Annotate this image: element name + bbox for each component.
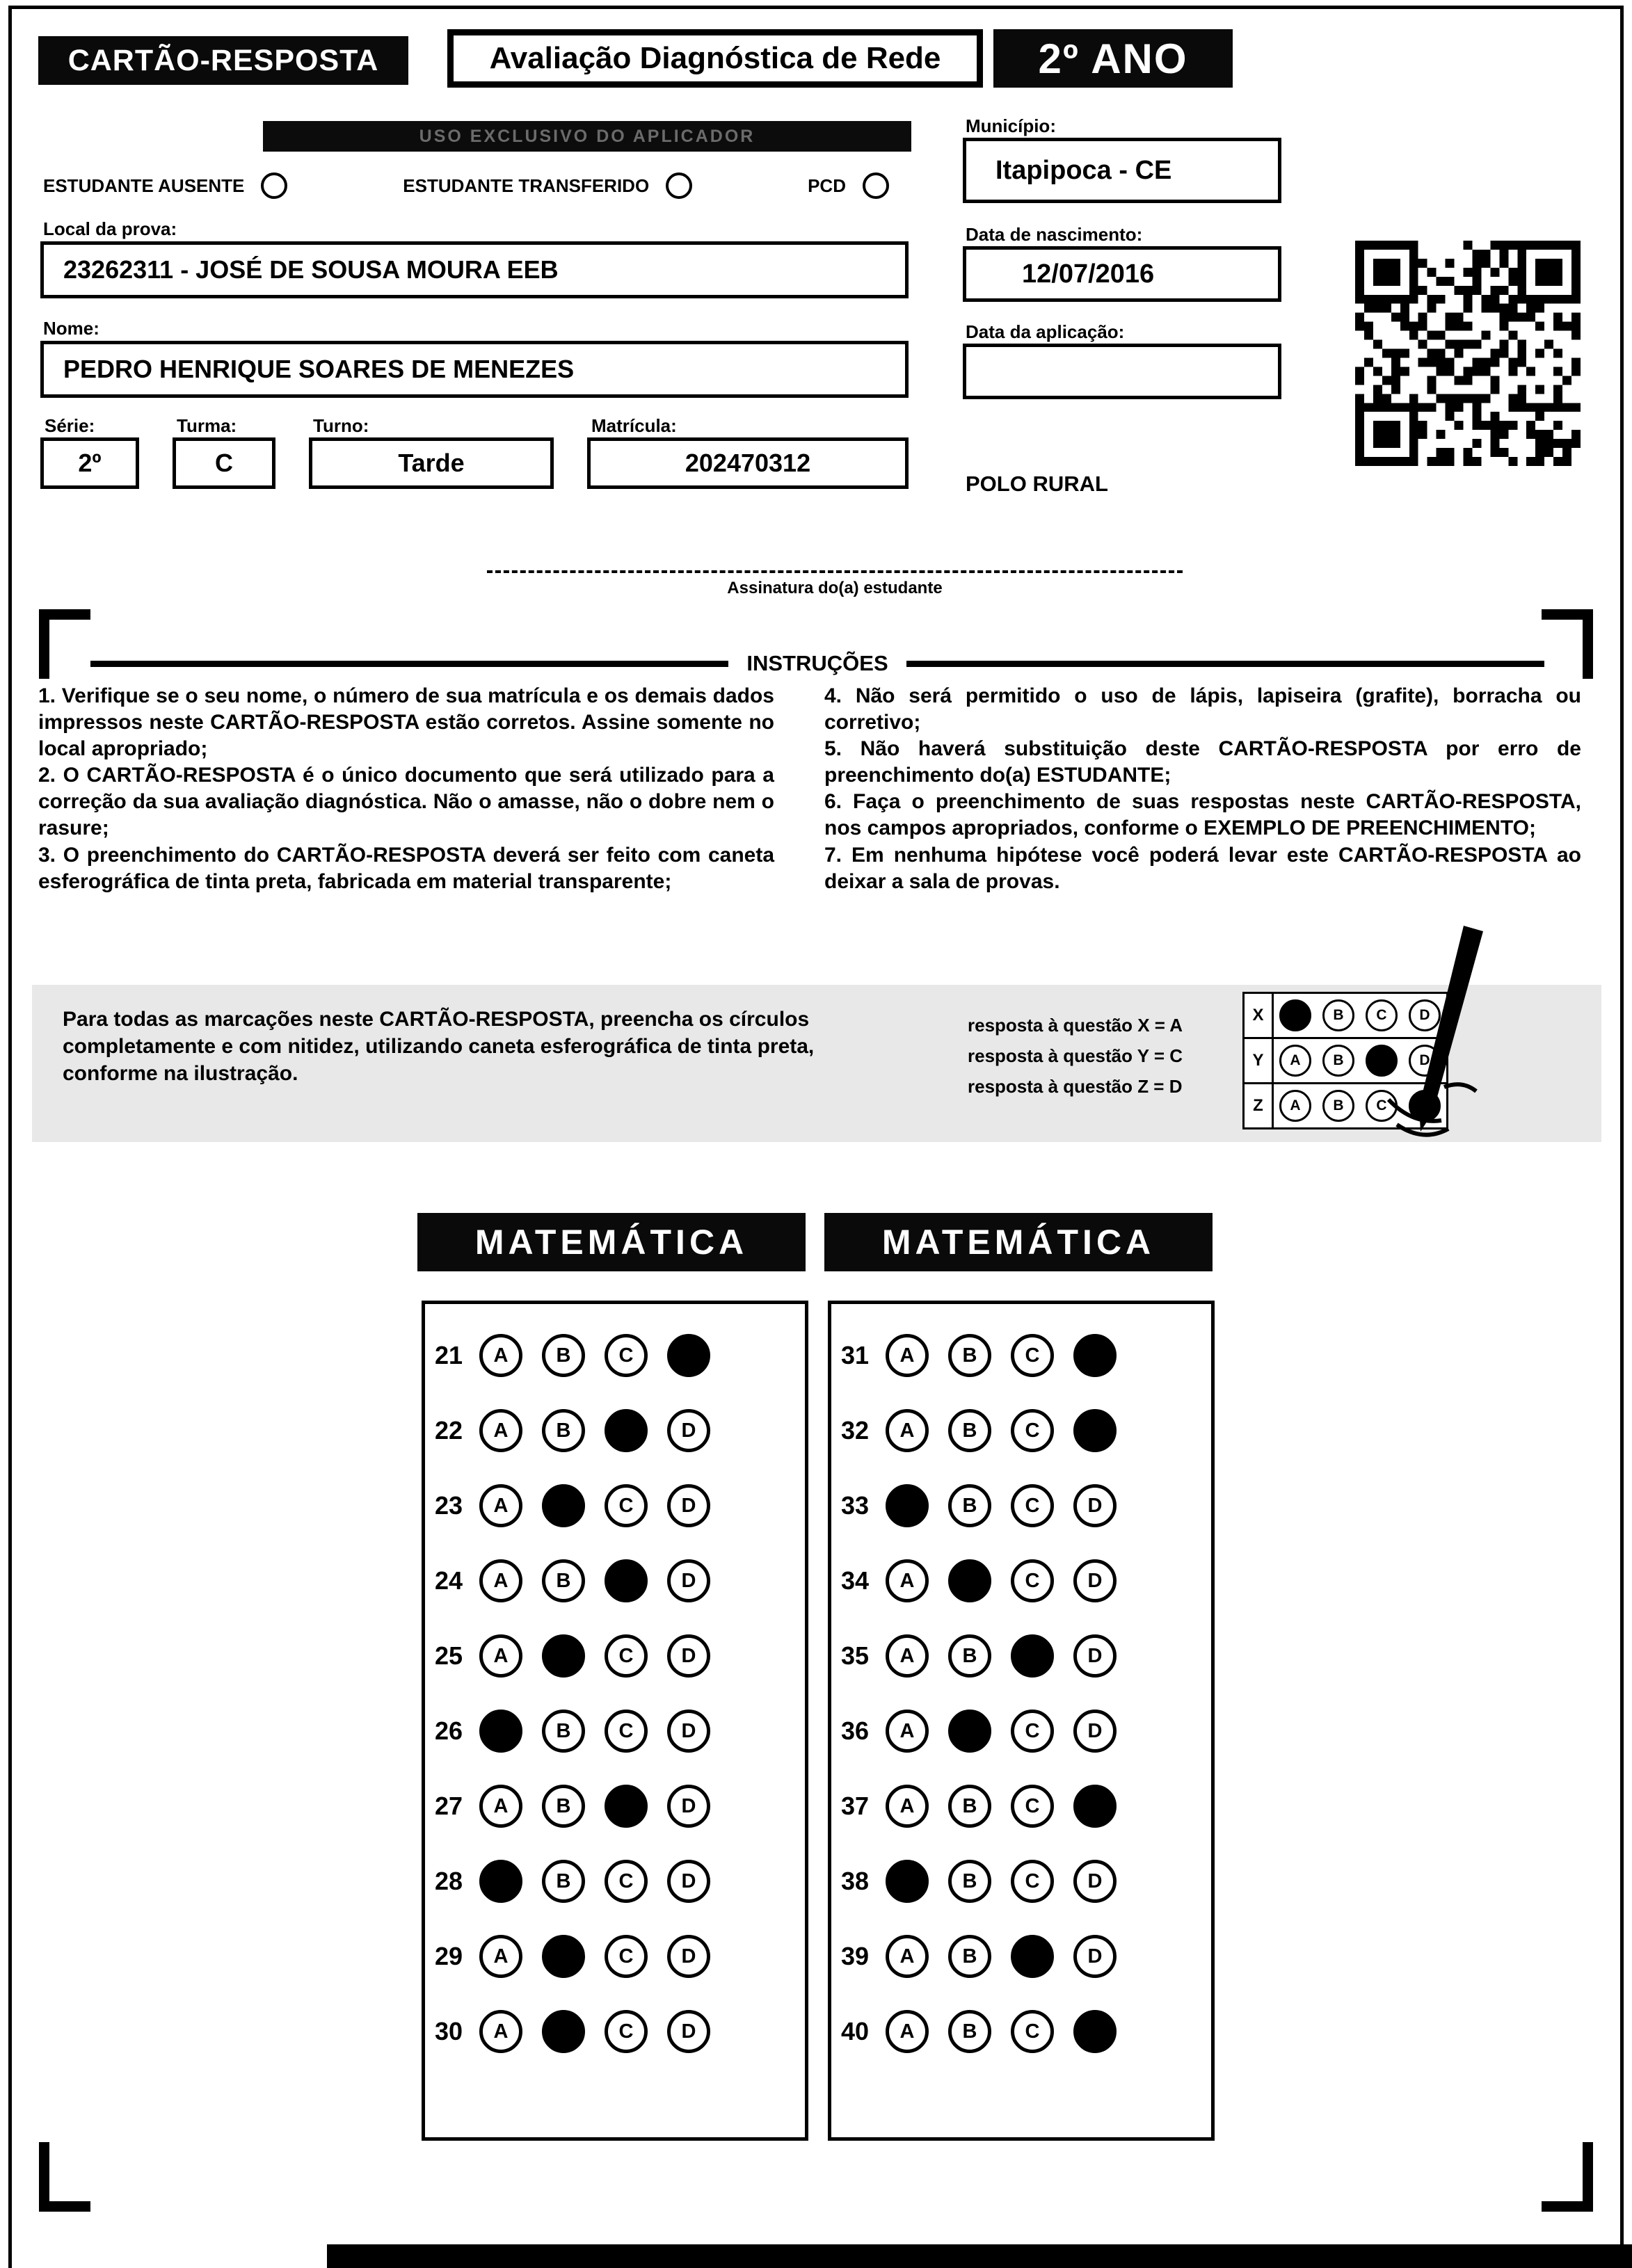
bottom-bar [327,2244,1632,2268]
nascimento-label: Data de nascimento: [966,224,1143,245]
instruction-item: 1. Verifique se o seu nome, o número de sua matrícula e os demais dados impressos neste CARTÃO-RESPOSTA estão corretos. Assine somente no local apropriado; [38,684,774,761]
bubble-A[interactable]: A [479,1634,522,1678]
bubble-A[interactable] [886,1484,929,1527]
matricula-label: Matrícula: [591,415,677,436]
bubble-A[interactable]: A [886,1409,929,1452]
matricula-value-box: 202470312 [587,437,909,489]
bubble-C[interactable]: C [605,1484,648,1527]
qr-code [1355,241,1581,466]
instruction-item: 6. Faça o preenchimento de suas respostas neste CARTÃO-RESPOSTA, nos campos apropriados, conforme o EXEMPLO DE PREENCHIMENTO; [824,790,1581,840]
status-option-2 [403,172,692,199]
bubble-A[interactable]: A [479,1334,522,1377]
bubble-C[interactable]: C [605,1710,648,1753]
bubble-C[interactable]: C [605,1935,648,1978]
question-number: 31 [841,1341,870,1369]
bubble-B[interactable] [542,1484,585,1527]
instruction-item: 3. O preenchimento do CARTÃO-RESPOSTA deverá ser feito com caneta esferográfica de tinta preta, fabricada em material transparente; [38,843,774,893]
fill-example-cell [1274,1039,1317,1082]
turno-label: Turno: [313,415,369,436]
bubble-D[interactable]: D [1073,1935,1117,1978]
example-bubble-B: B [1322,999,1354,1031]
question-number: 30 [435,2017,463,2045]
question-number: 36 [841,1716,870,1745]
question-number: 27 [435,1792,463,1820]
fill-example-row-label: Z [1245,1084,1274,1127]
status-option-label: PCD [808,175,846,196]
local-label: Local da prova: [43,218,177,239]
bubble-C[interactable]: C [1011,2010,1054,2053]
turma-value-box: C [173,437,275,489]
bubble-D[interactable]: D [667,1409,710,1452]
serie-value-box: 2º [40,437,139,489]
municipio-label: Município: [966,115,1056,136]
card-title: CARTÃO-RESPOSTA [38,36,408,85]
question-number: 26 [435,1716,463,1745]
bubble-D[interactable]: D [1073,1559,1117,1602]
bubble-D[interactable]: D [667,1484,710,1527]
question-row [425,1393,805,1468]
bubble-A[interactable] [479,1710,522,1753]
bubble-B[interactable]: B [542,1860,585,1903]
bubble-C[interactable]: C [1011,1409,1054,1452]
serie-label: Série: [45,415,95,436]
bubble-A[interactable]: A [886,1334,929,1377]
fill-example-cell [1274,1084,1317,1127]
bubble-B[interactable] [542,1634,585,1678]
example-bubble-B: B [1322,1045,1354,1077]
example-bubble-D: D [1409,999,1441,1031]
instruction-item: 2. O CARTÃO-RESPOSTA é o único documento que será utilizado para a correção da sua avaliação diagnóstica. Não o amasse, não o dobre nem o rasure; [38,764,774,840]
question-number: 24 [435,1566,463,1595]
bubble-C[interactable]: C [605,1860,648,1903]
question-number: 32 [841,1416,870,1445]
bubble-B[interactable]: B [542,1785,585,1828]
example-bubble-D: D [1409,1045,1441,1077]
status-option-3 [808,172,889,199]
question-number: 33 [841,1491,870,1520]
bubble-A[interactable] [479,1860,522,1903]
instruction-item: 5. Não haverá substituição deste CARTÃO-RESPOSTA por erro de preenchimento do(a) ESTUDANTE; [824,737,1581,787]
question-row [831,1919,1211,1994]
bubble-B[interactable]: B [948,2010,991,2053]
bubble-D[interactable]: D [1073,1860,1117,1903]
bubble-B[interactable]: B [948,1484,991,1527]
instruction-item: 7. Em nenhuma hipótese você poderá levar este CARTÃO-RESPOSTA ao deixar a sala de provas. [824,843,1581,893]
example-bubble-C: C [1366,1090,1398,1122]
fill-example-legend-line: resposta à questão Y = C [968,1045,1183,1066]
signature-label: Assinatura do(a) estudante [727,579,943,597]
bubble-D[interactable]: D [667,2010,710,2053]
aplicacao-label: Data da aplicação: [966,321,1125,342]
local-value-box: 23262311 - JOSÉ DE SOUSA MOURA EEB [40,241,909,298]
bubble-C[interactable]: C [1011,1334,1054,1377]
grade-badge: 2º ANO [993,29,1233,88]
name-value-box: PEDRO HENRIQUE SOARES DE MENEZES [40,341,909,398]
fill-example-legend [968,1010,1183,1102]
question-row [425,1919,805,1994]
bubble-D[interactable]: D [667,1785,710,1828]
question-number: 34 [841,1566,870,1595]
bubble-D[interactable]: D [667,1559,710,1602]
bubble-B[interactable]: B [948,1785,991,1828]
question-number: 21 [435,1341,463,1369]
answer-body-2 [828,1301,1215,2141]
question-number: 23 [435,1491,463,1520]
bubble-D[interactable] [1073,1334,1117,1377]
status-option-bubble[interactable] [261,172,287,199]
question-row [831,1393,1211,1468]
bubble-C[interactable]: C [1011,1860,1054,1903]
bubble-A[interactable]: A [479,1409,522,1452]
fill-example-box [32,985,1601,1142]
bubble-A[interactable] [886,1860,929,1903]
bubble-C[interactable] [605,1409,648,1452]
signature-line[interactable] [487,570,1183,573]
fill-example-row-label: X [1245,994,1274,1037]
bubble-A[interactable]: A [479,1935,522,1978]
bubble-A[interactable]: A [886,1710,929,1753]
question-row [831,1318,1211,1393]
turma-label: Turma: [177,415,237,436]
fill-example-text: Para todas as marcações neste CARTÃO-RESPOSTA, preencha os círculos completamente e com nitidez, utilizando caneta esferográfica de tinta preta, conforme na ilustração. [63,1008,815,1085]
municipio-value-box: Itapipoca - CE [963,138,1281,203]
example-bubble-A: A [1279,1090,1311,1122]
aplicacao-value-box [963,344,1281,399]
bubble-D[interactable]: D [667,1935,710,1978]
exam-title: Avaliação Diagnóstica de Rede [447,29,983,88]
applicator-only-bar: USO EXCLUSIVO DO APLICADOR [263,121,911,152]
bubble-B[interactable] [948,1559,991,1602]
section-header-1: MATEMÁTICA [417,1213,806,1271]
bubble-D[interactable]: D [667,1634,710,1678]
question-number: 22 [435,1416,463,1445]
status-option-label: ESTUDANTE TRANSFERIDO [403,175,650,196]
status-option-1 [43,172,287,199]
bubble-D[interactable]: D [667,1710,710,1753]
bubble-C[interactable] [1011,1634,1054,1678]
bubble-A[interactable]: A [886,1785,929,1828]
name-label: Nome: [43,318,99,339]
question-row [425,1844,805,1919]
question-row [425,1694,805,1769]
bubble-A[interactable]: A [479,1484,522,1527]
question-row [831,1694,1211,1769]
question-row [831,1844,1211,1919]
question-row [425,1318,805,1393]
question-row [831,1994,1211,2069]
bubble-D[interactable]: D [667,1860,710,1903]
instructions-rule-right [906,661,1544,667]
bubble-D[interactable]: D [1073,1710,1117,1753]
pen-illustration [1340,926,1507,1155]
bubble-D[interactable]: D [1073,1634,1117,1678]
question-row [831,1769,1211,1844]
answer-body-1 [422,1301,808,2141]
bubble-A[interactable]: A [479,1785,522,1828]
status-option-bubble[interactable] [863,172,889,199]
question-row [425,1543,805,1618]
bubble-A[interactable]: A [886,1559,929,1602]
bubble-B[interactable] [542,2010,585,2053]
corner-bracket-top-left [39,609,90,679]
bubble-A[interactable]: A [479,2010,522,2053]
nascimento-value-box: 12/07/2016 [963,246,1281,302]
question-row [425,1468,805,1543]
bubble-B[interactable]: B [542,1559,585,1602]
bubble-C[interactable]: C [605,1634,648,1678]
corner-bracket-bottom-left [39,2142,90,2212]
fill-example-legend-line: resposta à questão Z = D [968,1076,1183,1097]
bubble-C[interactable]: C [605,1334,648,1377]
example-bubble-A [1279,999,1311,1031]
bubble-B[interactable]: B [948,1334,991,1377]
bubble-C[interactable]: C [1011,1559,1054,1602]
question-number: 40 [841,2017,870,2045]
question-number: 25 [435,1641,463,1670]
instructions-title: INSTRUÇÕES [746,651,888,675]
bubble-C[interactable]: C [1011,1484,1054,1527]
bubble-D[interactable] [667,1334,710,1377]
status-option-label: ESTUDANTE AUSENTE [43,175,245,196]
question-number: 29 [435,1942,463,1970]
bubble-D[interactable] [1073,1785,1117,1828]
bubble-B[interactable]: B [542,1710,585,1753]
question-number: 39 [841,1942,870,1970]
bubble-C[interactable] [1011,1935,1054,1978]
instructions-col-right [824,683,1581,895]
bubble-A[interactable]: A [886,1935,929,1978]
instructions-rule-left [90,661,728,667]
corner-bracket-bottom-right [1542,2142,1593,2212]
question-number: 35 [841,1641,870,1670]
bubble-D[interactable] [1073,1409,1117,1452]
corner-bracket-top-right [1542,609,1593,679]
bubble-C[interactable] [605,1559,648,1602]
instructions-col-left [38,683,774,895]
status-option-bubble[interactable] [666,172,692,199]
bubble-A[interactable]: A [886,1634,929,1678]
question-row [831,1543,1211,1618]
example-bubble-B: B [1322,1090,1354,1122]
polo-label: POLO RURAL [966,472,1108,496]
fill-example-legend-line: resposta à questão X = A [968,1015,1183,1036]
section-header-2: MATEMÁTICA [824,1213,1213,1271]
fill-example-row-label: Y [1245,1039,1274,1082]
bubble-B[interactable]: B [948,1409,991,1452]
bubble-B[interactable]: B [542,1334,585,1377]
example-bubble-A: A [1279,1045,1311,1077]
bubble-B[interactable]: B [948,1935,991,1978]
fill-example-cell [1274,994,1317,1037]
bubble-B[interactable] [948,1710,991,1753]
bubble-A[interactable]: A [479,1559,522,1602]
question-row [831,1468,1211,1543]
bubble-C[interactable] [605,1785,648,1828]
bubble-C[interactable]: C [1011,1785,1054,1828]
turno-value-box: Tarde [309,437,554,489]
bubble-D[interactable] [1073,2010,1117,2053]
question-number: 28 [435,1867,463,1895]
bubble-A[interactable]: A [886,2010,929,2053]
bubble-B[interactable] [542,1935,585,1978]
instructions-header [90,651,1544,676]
example-bubble-C: C [1366,999,1398,1031]
question-number: 37 [841,1792,870,1820]
question-row [425,1994,805,2069]
bubble-B[interactable]: B [948,1860,991,1903]
instruction-item: 4. Não será permitido o uso de lápis, lapiseira (grafite), borracha ou corretivo; [824,684,1581,734]
bubble-B[interactable]: B [948,1634,991,1678]
bubble-D[interactable]: D [1073,1484,1117,1527]
status-options-row [43,166,910,206]
bubble-C[interactable]: C [1011,1710,1054,1753]
question-row [425,1618,805,1694]
bubble-C[interactable]: C [605,2010,648,2053]
question-number: 38 [841,1867,870,1895]
bubble-B[interactable]: B [542,1409,585,1452]
question-row [425,1769,805,1844]
question-row [831,1618,1211,1694]
